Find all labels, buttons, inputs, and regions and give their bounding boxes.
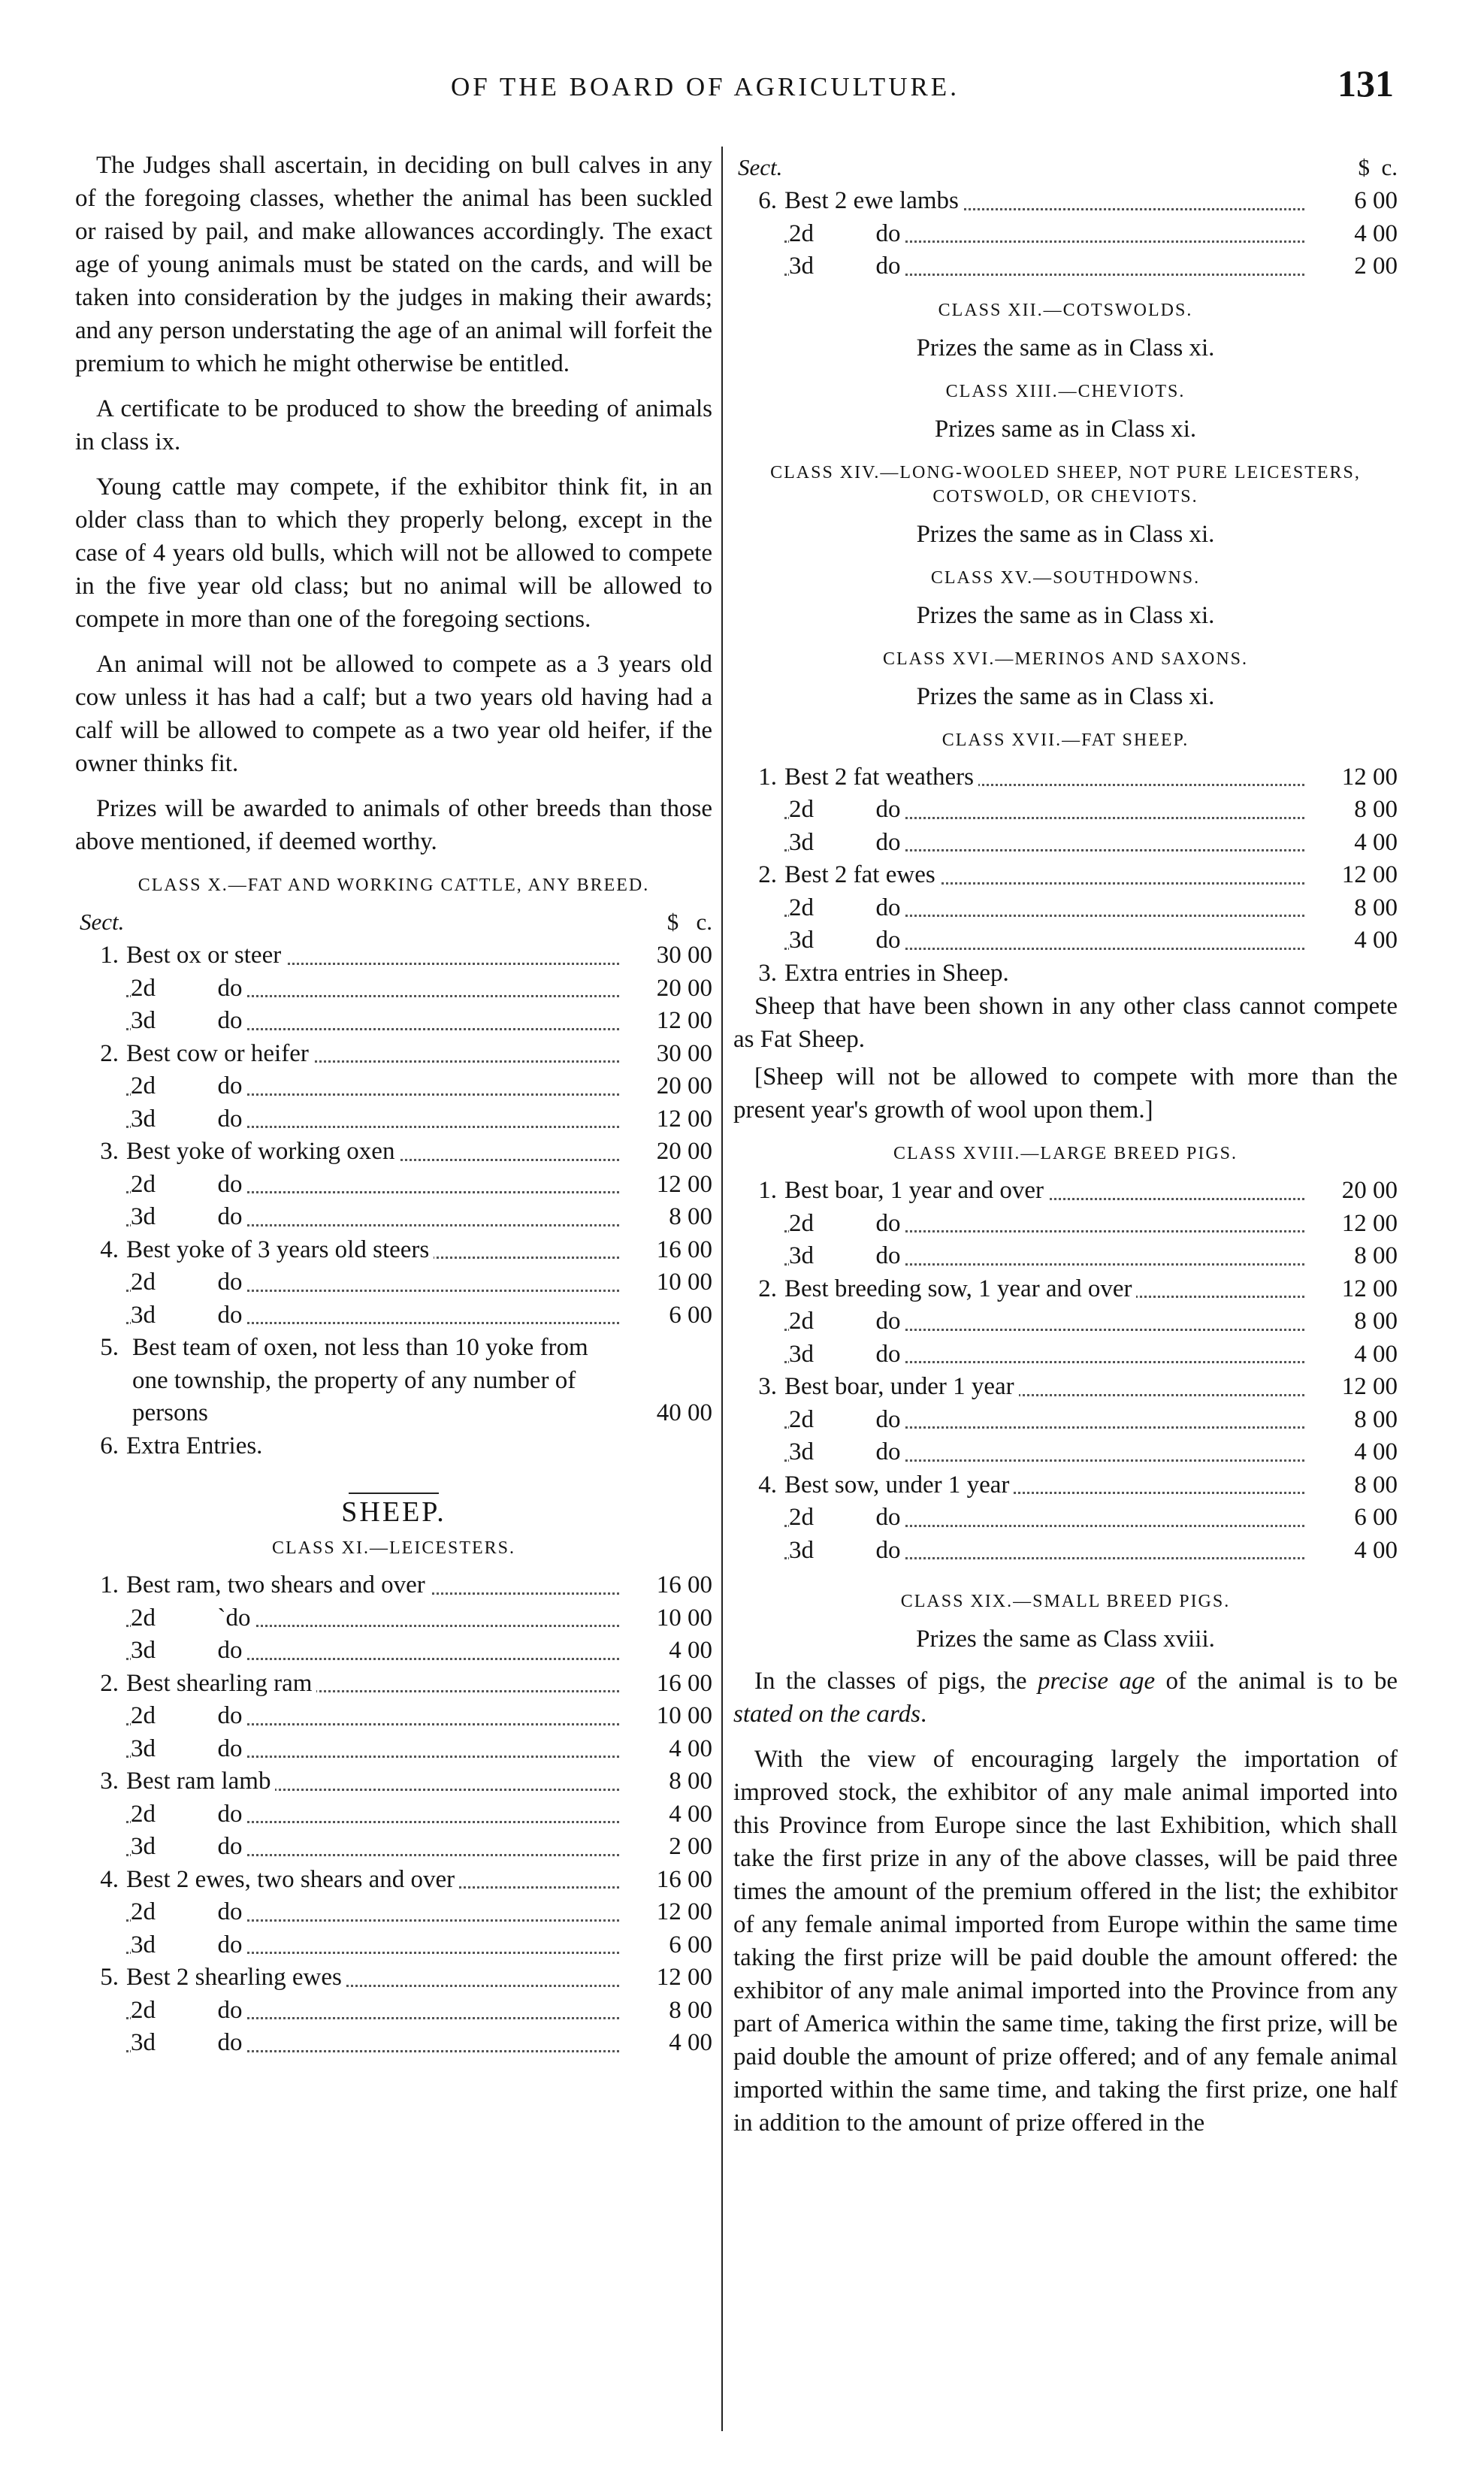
prize-amount: 12 00 — [1341, 1209, 1398, 1237]
prize-amount: 4 00 — [1354, 1340, 1398, 1368]
prize-amount: 4 00 — [669, 1734, 712, 1762]
prize-row — [733, 1469, 1398, 1502]
prize-amount: 8 00 — [669, 1768, 712, 1795]
class-xvi-heading: CLASS XVI.—MERINOS AND SAXONS. — [882, 649, 1249, 669]
class-xiii-text: Prizes same as in Class xi. — [934, 415, 1197, 443]
prize-row — [75, 1299, 712, 1332]
prize-label: Best ox or steer — [126, 939, 624, 972]
prize-amount: 2 00 — [1354, 253, 1398, 280]
currency-header: $ c. — [1358, 154, 1398, 180]
prize-row — [75, 1896, 712, 1929]
prize-row — [733, 761, 1398, 794]
prize-label: 2d do — [784, 1404, 1309, 1437]
right-column — [733, 149, 1398, 2140]
prize-label: 2d do — [126, 1896, 624, 1929]
prize-row — [733, 1338, 1398, 1372]
prize-row — [75, 1668, 712, 1701]
section-divider — [349, 1493, 439, 1494]
prize-amount: 12 00 — [1341, 763, 1398, 791]
prize-amount: 10 00 — [656, 1702, 712, 1729]
section-number: 2. — [100, 1669, 119, 1697]
class-xviii-prize-list — [733, 1175, 1398, 1567]
prize-row — [733, 185, 1398, 218]
prize-row — [75, 972, 712, 1006]
fat-sheep-note: Sheep that have been shown in any other class cannot compete as Fat Sheep. — [733, 993, 1398, 1053]
prize-amount: 12 00 — [656, 1898, 712, 1925]
class-xiv-text: Prizes the same as in Class xi. — [916, 520, 1215, 548]
prize-amount: 4 00 — [1354, 219, 1398, 247]
prize-row — [733, 1175, 1398, 1208]
prize-row — [75, 1700, 712, 1733]
section-number: 5. — [100, 1964, 119, 1991]
section-number: 4. — [758, 1471, 777, 1499]
prize-amount: 4 00 — [669, 2029, 712, 2056]
prize-label: 3d do — [784, 827, 1309, 860]
prize-amount: 12 00 — [656, 1105, 712, 1133]
class-x-prize-list — [75, 939, 712, 1332]
prize-row — [75, 1234, 712, 1267]
sheep-heading: SHEEP. — [341, 1496, 446, 1528]
pigs-age-note: In the classes of pigs, the precise age of the animal is to be stated on the cards. — [733, 1668, 1398, 1728]
prize-row — [733, 1535, 1398, 1568]
prize-label: 3d do — [126, 2027, 624, 2060]
section-number: 1. — [758, 1177, 777, 1204]
section-number: 1. — [100, 942, 119, 969]
prize-row — [75, 939, 712, 972]
prize-amount: 8 00 — [1354, 1242, 1398, 1269]
wool-note: [Sheep will not be allowed to compete with more than the present year's growth of wool upon them.] — [733, 1063, 1398, 1124]
prize-amount: 20 00 — [656, 1138, 712, 1165]
prize-row — [733, 1404, 1398, 1437]
prize-label: Best shearling ram — [126, 1668, 624, 1701]
section-number: 1. — [100, 1571, 119, 1598]
prize-amount: 4 00 — [1354, 1536, 1398, 1564]
prize-row — [733, 1208, 1398, 1241]
prize-label: 3d do — [126, 1733, 624, 1766]
prize-row — [733, 794, 1398, 827]
prize-row — [75, 2027, 712, 2060]
prize-label: 3d do — [126, 1299, 624, 1332]
prize-amount: 6 00 — [669, 1931, 712, 1958]
prize-amount: 8 00 — [669, 1996, 712, 2024]
running-title: OF THE BOARD OF AGRICULTURE. — [451, 72, 960, 101]
prize-amount: 8 00 — [669, 1203, 712, 1230]
class-xv-heading: CLASS XV.—SOUTHDOWNS. — [930, 567, 1201, 588]
paragraph-certificate: A certificate to be produced to show the breeding of animals in class ix. — [75, 395, 712, 455]
section-number: 3. — [100, 1138, 119, 1165]
prize-label: Best 2 fat weathers — [784, 761, 1309, 794]
prize-amount: 20 00 — [656, 1072, 712, 1099]
prize-label: 2d do — [784, 892, 1309, 925]
class-xiii-heading: CLASS XIII.—CHEVIOTS. — [945, 381, 1186, 401]
prize-label: 3d do — [126, 1201, 624, 1234]
class-xi-heading: CLASS XI.—LEICESTERS. — [271, 1538, 516, 1558]
prize-amount: 16 00 — [656, 1571, 712, 1598]
prize-row — [75, 1733, 712, 1766]
prize-row — [75, 1136, 712, 1169]
prize-amount: 4 00 — [669, 1800, 712, 1828]
prize-amount: 12 00 — [1341, 861, 1398, 888]
section-number: 2. — [758, 861, 777, 888]
prize-label: 2d do — [126, 1995, 624, 2028]
class-xiv-heading: CLASS XIV.—LONG-WOOLED SHEEP, NOT PURE LEICESTERS, COTSWOLD, OR CHEVIOTS. — [770, 462, 1361, 507]
sect-header — [75, 906, 712, 938]
prize-amount: 30 00 — [656, 1039, 712, 1067]
prize-row — [733, 1371, 1398, 1404]
class-x-heading: CLASS X.—FAT AND WORKING CATTLE, ANY BREED. — [138, 876, 650, 895]
prize-label: Best sow, under 1 year — [784, 1469, 1309, 1502]
prize-label: Best yoke of 3 years old steers — [126, 1234, 624, 1267]
import-paragraph: With the view of encouraging largely the importation of improved stock, the exhibitor of any male animal imported into this Province from Europe since the last Exhibition, which shall take the first prize in any of the above classes, will be paid three times the amount of the premium offered in the list; the exhibitor of any female animal imported from Europe within the same time taking the first prize will be paid double the amount offered: the exhibitor of any male animal imported into the Province from any part of America within the same time, taking the first prize, will be paid double the amount of prize offered; and of any female animal imported within the same time, and taking the first prize, one half in addition to the amount of prize offered in the — [733, 1746, 1398, 2137]
paragraph-judges: The Judges shall ascertain, in deciding on bull calves in any of the foregoing classes, whether the animal has been suckled or raised by pail, and make allowances accordingly. The exact age of young animals must be stated on the cards, and will be taken into consideration by the judges in making their awards; and any person understating the age of an animal will forfeit the premium to which he might otherwise be entitled. — [75, 152, 712, 377]
prize-row — [75, 1266, 712, 1299]
prize-row — [75, 1765, 712, 1798]
prize-amount: 4 00 — [669, 1637, 712, 1664]
prize-label: Best 2 ewes, two shears and over — [126, 1864, 624, 1897]
class-xii-text: Prizes the same as in Class xi. — [916, 334, 1215, 361]
prize-label: Best 2 shearling ewes — [126, 1961, 624, 1995]
prize-row — [75, 1995, 712, 2028]
prize-label: Best ram, two shears and over — [126, 1569, 624, 1602]
section-number: 3. — [100, 1768, 119, 1795]
class-xi-continued-list — [733, 185, 1398, 283]
prize-label: 3d do — [784, 1240, 1309, 1273]
prize-amount: 12 00 — [656, 1170, 712, 1198]
prize-amount: 12 00 — [1341, 1275, 1398, 1302]
prize-row — [733, 859, 1398, 892]
paragraph-cow-rule: An animal will not be allowed to compete as a 3 years old cow unless it has had a calf; but a two years old having had a calf will be allowed to compete as a two year old heifer, if the owner thinks fit. — [75, 651, 712, 777]
class-xi-prize-list — [75, 1569, 712, 2060]
prize-row — [733, 1273, 1398, 1306]
prize-row — [733, 1502, 1398, 1535]
prize-row — [733, 1240, 1398, 1273]
sect-label: Sect. — [738, 154, 783, 180]
prize-label: Best cow or heifer — [126, 1038, 624, 1071]
prize-label: 3d do — [784, 250, 1309, 283]
prize-row — [75, 1169, 712, 1202]
class-xvii-prize-list — [733, 761, 1398, 957]
prize-label: Best 2 fat ewes — [784, 859, 1309, 892]
class-xviii-heading: CLASS XVIII.—LARGE BREED PIGS. — [893, 1144, 1238, 1163]
section-number: 2. — [100, 1039, 119, 1067]
prize-row — [733, 1436, 1398, 1469]
prize-label: 2d do — [126, 1070, 624, 1103]
prize-amount: 8 00 — [1354, 1308, 1398, 1335]
prize-amount: 10 00 — [656, 1604, 712, 1632]
section-number: 2. — [758, 1275, 777, 1302]
prize-row — [733, 892, 1398, 925]
prize-row — [75, 1038, 712, 1071]
currency-header: $ c. — [666, 909, 712, 935]
prize-label: 3d do — [126, 1635, 624, 1668]
prize-row — [733, 827, 1398, 860]
class-xii-heading: CLASS XII.—COTSWOLDS. — [938, 300, 1193, 320]
column-rule — [721, 147, 723, 2431]
prize-row — [75, 1961, 712, 1995]
prize-label: 2d do — [126, 972, 624, 1006]
prize-label: 3d do — [784, 1338, 1309, 1372]
class-xix-heading: CLASS XIX.—SMALL BREED PIGS. — [900, 1592, 1231, 1611]
prize-amount: 16 00 — [656, 1669, 712, 1697]
prize-label: Best ram lamb — [126, 1765, 624, 1798]
prize-label: Best boar, 1 year and over — [784, 1175, 1309, 1208]
prize-label: 2d do — [784, 1208, 1309, 1241]
section-number: 4. — [100, 1235, 119, 1263]
prize-amount: 20 00 — [656, 974, 712, 1002]
prize-row — [733, 1305, 1398, 1338]
prize-row: 6. Extra Entries. — [100, 1432, 263, 1459]
prize-amount: 10 00 — [656, 1269, 712, 1296]
prize-row — [75, 1005, 712, 1038]
prize-row: 3. Extra entries in Sheep. — [758, 959, 1009, 987]
prize-label: 3d do — [784, 1535, 1309, 1568]
prize-label: 3d do — [784, 924, 1309, 957]
prize-amount: 6 00 — [669, 1301, 712, 1329]
prize-row — [75, 1103, 712, 1136]
prize-amount: 16 00 — [656, 1235, 712, 1263]
prize-row — [75, 1929, 712, 1962]
prize-row — [75, 1831, 712, 1864]
prize-label: 3d do — [126, 1005, 624, 1038]
prize-amount: 20 00 — [1341, 1177, 1398, 1204]
prize-label: 2d do — [784, 1305, 1309, 1338]
prize-amount: 2 00 — [669, 1833, 712, 1860]
prize-label: 3d do — [784, 1436, 1309, 1469]
section-number: 4. — [100, 1865, 119, 1893]
sect-header — [733, 152, 1398, 183]
prize-label: 2d do — [784, 794, 1309, 827]
prize-amount: 12 00 — [656, 1964, 712, 1991]
prize-label: 2d do — [784, 1502, 1309, 1535]
paragraph-other-breeds: Prizes will be awarded to animals of other breeds than those above mentioned, if deemed worthy. — [75, 795, 712, 855]
section-number: 3. — [758, 1373, 777, 1400]
prize-amount: 12 00 — [656, 1007, 712, 1034]
prize-row — [75, 1070, 712, 1103]
prize-amount: 6 00 — [1354, 1504, 1398, 1531]
paragraph-young-cattle: Young cattle may compete, if the exhibitor think fit, in an older class than to which they properly belong, except in the case of 4 years old bulls, which will not be allowed to compete in the five year old class; but no animal will be allowed to compete in more than one of the foregoing sections. — [75, 473, 712, 633]
prize-label: Best boar, under 1 year — [784, 1371, 1309, 1404]
prize-row — [75, 1798, 712, 1831]
prize-amount: 4 00 — [1354, 927, 1398, 954]
prize-row — [733, 924, 1398, 957]
prize-label: 3d do — [126, 1103, 624, 1136]
prize-row — [733, 250, 1398, 283]
prize-row — [75, 1602, 712, 1635]
prize-amount: 8 00 — [1354, 1471, 1398, 1499]
prize-row — [733, 218, 1398, 251]
prize-label: Best 2 ewe lambs — [784, 185, 1309, 218]
prize-row: 5. Best team of oxen, not less than 10 yoke from one township, the property of any number of persons 40 00 — [100, 1334, 712, 1426]
prize-amount: 8 00 — [1354, 894, 1398, 921]
prize-amount: 8 00 — [1354, 1405, 1398, 1433]
prize-amount: 4 00 — [1354, 828, 1398, 856]
prize-amount: 8 00 — [1354, 796, 1398, 823]
sect-label: Sect. — [80, 909, 125, 935]
prize-row — [75, 1569, 712, 1602]
prize-label: 2d do — [126, 1266, 624, 1299]
prize-label: 3d do — [126, 1831, 624, 1864]
prize-amount: 12 00 — [1341, 1373, 1398, 1400]
left-column — [75, 149, 712, 2060]
class-xvii-heading: CLASS XVII.—FAT SHEEP. — [941, 730, 1189, 750]
prize-label: Best yoke of working oxen — [126, 1136, 624, 1169]
prize-label: 2d do — [126, 1169, 624, 1202]
prize-label: 2d do — [784, 218, 1309, 251]
prize-label: 2d do — [126, 1700, 624, 1733]
section-number: 1. — [758, 763, 777, 791]
prize-label: 3d do — [126, 1929, 624, 1962]
prize-label: Best breeding sow, 1 year and over — [784, 1273, 1309, 1306]
page-number: 131 — [1337, 62, 1394, 104]
class-xvi-text: Prizes the same as in Class xi. — [916, 682, 1215, 710]
class-xix-text: Prizes the same as Class xviii. — [916, 1626, 1215, 1653]
prize-row — [75, 1201, 712, 1234]
prize-label: 2d `do — [126, 1602, 624, 1635]
prize-row — [75, 1635, 712, 1668]
prize-amount: 4 00 — [1354, 1438, 1398, 1465]
prize-amount: 6 00 — [1354, 187, 1398, 214]
prize-amount: 30 00 — [656, 942, 712, 969]
class-xv-text: Prizes the same as in Class xi. — [916, 601, 1215, 629]
prize-label: 2d do — [126, 1798, 624, 1831]
prize-row — [75, 1864, 712, 1897]
section-number: 6. — [758, 187, 777, 214]
prize-amount: 16 00 — [656, 1865, 712, 1893]
